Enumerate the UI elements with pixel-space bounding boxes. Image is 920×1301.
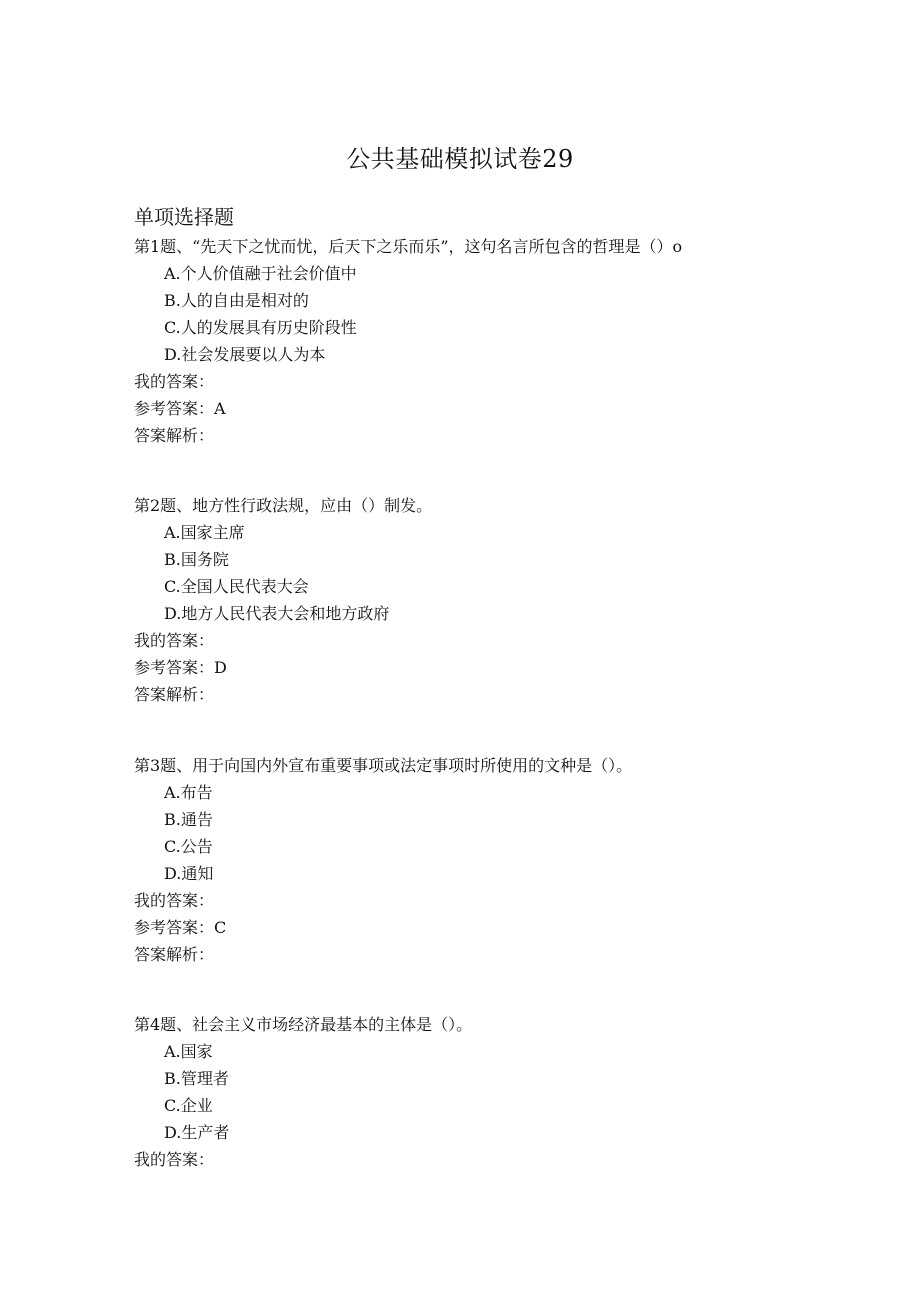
option-a: A.国家主席 [164,523,245,542]
option-c: C.全国人民代表大会 [164,577,309,596]
option-b: B.人的自由是相对的 [164,291,309,310]
option-d: D.通知 [164,864,214,883]
question-stem: 第4题、社会主义市场经济最基本的主体是（）。 [134,1015,473,1034]
option-b: B.国务院 [164,550,229,569]
option-d: D.社会发展要以人为本 [164,345,326,364]
reference-answer: 参考答案：A [134,399,226,418]
option-b: B.管理者 [164,1069,229,1088]
answer-analysis: 答案解析： [134,945,215,964]
reference-answer: 参考答案：C [134,918,227,937]
option-a: A.国家 [164,1042,213,1061]
my-answer: 我的答案： [134,372,215,391]
option-a: A.布告 [164,783,213,802]
my-answer: 我的答案： [134,1150,215,1169]
option-d: D.地方人民代表大会和地方政府 [164,604,390,623]
option-d: D.生产者 [164,1123,230,1142]
reference-answer: 参考答案：D [134,658,227,677]
question-2 [134,492,834,708]
question-4 [134,1011,834,1173]
option-a: A.个人价值融于社会价值中 [164,264,357,283]
option-c: C.人的发展具有历史阶段性 [164,318,357,337]
my-answer: 我的答案： [134,891,215,910]
question-1 [134,233,834,449]
question-stem: 第1题、“先天下之忧而忧，后天下之乐而乐”，这句名言所包含的哲理是（）o [134,237,683,256]
question-3 [134,752,834,968]
section-heading: 单项选择题 [134,205,234,229]
question-stem: 第2题、地方性行政法规，应由（）制发。 [134,496,433,515]
my-answer: 我的答案： [134,631,215,650]
option-b: B.通告 [164,810,213,829]
document-title: 公共基础模拟试卷29 [346,145,574,173]
question-stem: 第3题、用于向国内外宣布重要事项或法定事项时所使用的文种是（）。 [134,756,633,775]
answer-analysis: 答案解析： [134,685,215,704]
option-c: C.企业 [164,1096,213,1115]
option-c: C.公告 [164,837,213,856]
answer-analysis: 答案解析： [134,426,215,445]
